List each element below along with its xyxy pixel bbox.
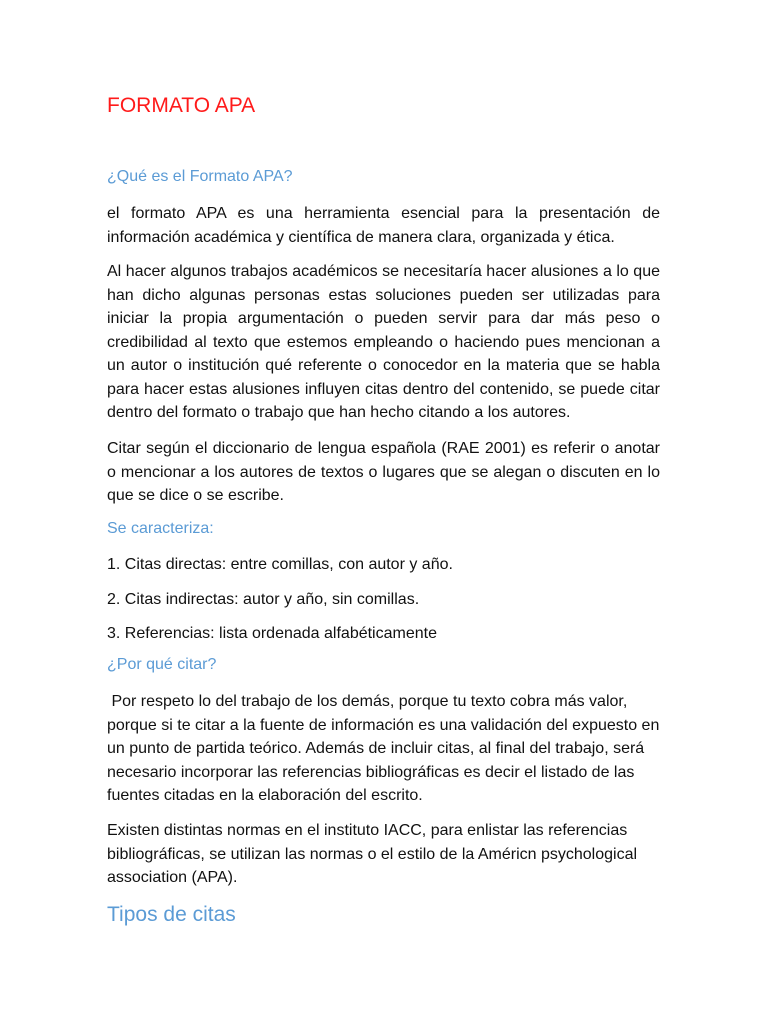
heading-characteristics: Se caracteriza: — [107, 520, 214, 537]
paragraph-allusions: Al hacer algunos trabajos académicos se necesitaría hacer alusiones a lo que han dicho algunas personas estas soluciones pueden ser utilizadas para iniciar la propia argumentación o pueden servir para dar más peso o credibilidad al texto que estemos empleando o haciendo pues mencionan a un autor o institución qué referente o conocedor en la materia que se habla para hacer estas alusiones influyen citas dentro del contenido, se puede citar dentro del formato o trabajo que han hecho citando a los autores. — [107, 263, 660, 421]
paragraph-why-cite: Por respeto lo del trabajo de los demás, porque tu texto cobra más valor, porque si te citar a la fuente de información es una validación del expuesto en un punto de partida teórico. Además de incluir citas, al final del trabajo, será necesario incorporar las referencias bibliográficas es decir el listado de las fuentes citadas en la elaboración del escrito. — [107, 693, 664, 804]
list-item-direct-quotes: 1. Citas directas: entre comillas, con autor y año. — [107, 556, 453, 573]
paragraph-citar-rae: Citar según el diccionario de lengua española (RAE 2001) es referir o anotar o mencionar a los autores de textos o lugares que se alegan o discuten en lo que se dice o se escribe. — [107, 440, 660, 504]
paragraph-definition: el formato APA es una herramienta esencial para la presentación de información académica y científica de manera clara, organizada y ética. — [107, 205, 660, 246]
heading-what-is-apa: ¿Qué es el Formato APA? — [107, 168, 293, 185]
document-title: FORMATO APA — [107, 94, 256, 117]
list-item-references: 3. Referencias: lista ordenada alfabéticamente — [107, 625, 437, 642]
heading-why-cite: ¿Por qué citar? — [107, 656, 217, 673]
paragraph-norms: Existen distintas normas en el instituto IACC, para enlistar las referencias bibliográficas, se utilizan las normas o el estilo de la Américn psychological association (APA). — [107, 822, 638, 886]
list-item-indirect-quotes: 2. Citas indirectas: autor y año, sin comillas. — [107, 591, 420, 608]
heading-citation-types: Tipos de citas — [107, 903, 236, 926]
